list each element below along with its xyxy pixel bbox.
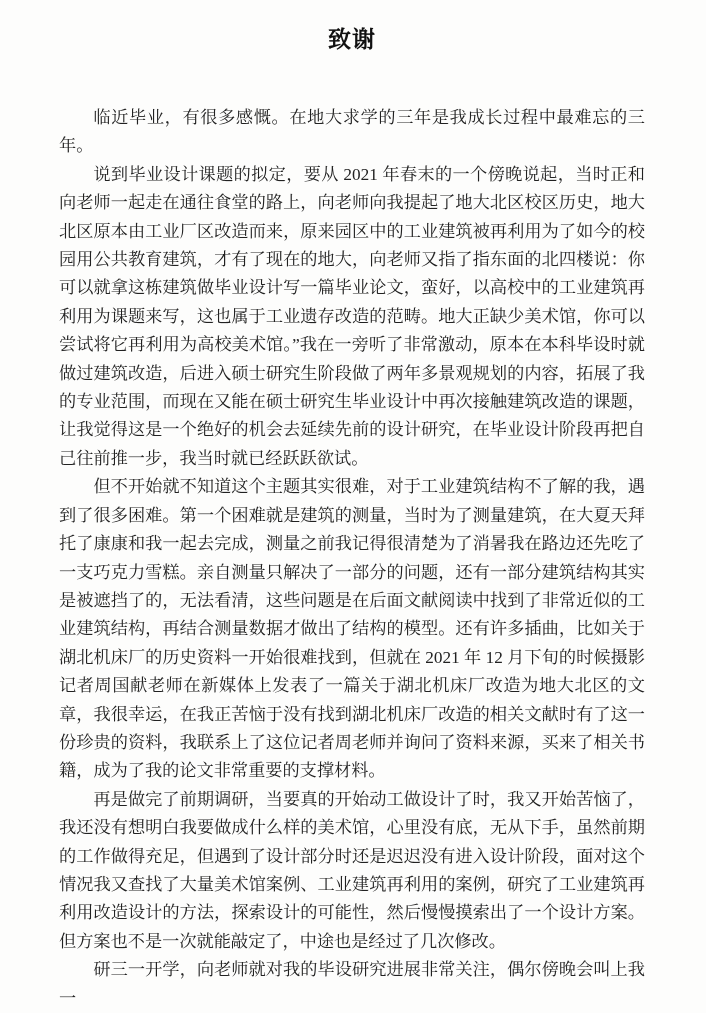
body-paragraph: 说到毕业设计课题的拟定，要从 2021 年春末的一个傍晚说起，当时正和向老师一起走在通往食堂的路上，向老师向我提起了地大北区校区历史，地大北区原本由工业厂区改造而来，原来园区中的工业建筑被再利用为了如今的校园用公共教育建筑，才有了现在的地大，向老师又指了指东面的北四楼说：你可以就拿这栋建筑做毕业设计写一篇毕业论文，蛮好，以高校中的工业建筑再利用为课题来写，这也属于工业遗存改造的范畴。地大正缺少美术馆，你可以尝试将它再利用为高校美术馆。”我在一旁听了非常激动，原本在本科毕设时就做过建筑改造，后进入硕士研究生阶段做了两年多景观规划的内容，拓展了我的专业范围，而现在又能在硕士研究生毕业设计中再次接触建筑改造的课题，让我觉得这是一个绝好的机会去延续先前的设计研究，在毕业设计阶段再把自己往前推一步，我当时就已经跃跃欲试。 [59,164,645,468]
body-paragraph: 临近毕业，有很多感慨。在地大求学的三年是我成长过程中最难忘的三年。 [59,108,645,156]
body-paragraph: 研三一开学，向老师就对我的毕设研究进展非常关注，偶尔傍晚会叫上我一 [59,960,645,1008]
document-body [59,104,645,1013]
body-paragraph: 再是做完了前期调研，当要真的开始动工做设计了时，我又开始苦恼了，我还没有想明白我要做成什么样的美术馆，心里没有底，无从下手，虽然前期的工作做得充足，但遇到了设计部分时还是迟迟没有进入设计阶段，面对这个情况我又查找了大量美术馆案例、工业建筑再利用的案例，研究了工业建筑再利用改造设计的方法，探索设计的可能性，然后慢慢摸索出了一个设计方案。但方案也不是一次就能敲定了，中途也是经过了几次修改。 [59,789,645,951]
page-title: 致谢 [328,27,376,52]
body-paragraph: 但不开始就不知道这个主题其实很难，对于工业建筑结构不了解的我，遇到了很多困难。第一个困难就是建筑的测量，当时为了测量建筑，在大夏天拜托了康康和我一起去完成，测量之前我记得很清楚为了消暑我在路边还先吃了一支巧克力雪糕。亲自测量只解决了一部分的问题，还有一部分建筑结构其实是被遮挡了的，无法看清，这些问题是在后面文献阅读中找到了非常近似的工业建筑结构，再结合测量数据才做出了结构的模型。还有许多插曲，比如关于湖北机床厂的历史资料一开始很难找到，但就在 2021 年 12 月下旬的时候摄影记者周国献老师在新媒体上发表了一篇关于湖北机床厂改造为地大北区的文章，我很幸运，在我正苦恼于没有找到湖北机床厂改造的相关文献时有了这一份珍贵的资料，我联系上了这位记者周老师并询问了资料来源，买来了相关书籍，成为了我的论文非常重要的支撑材料。 [59,477,645,781]
